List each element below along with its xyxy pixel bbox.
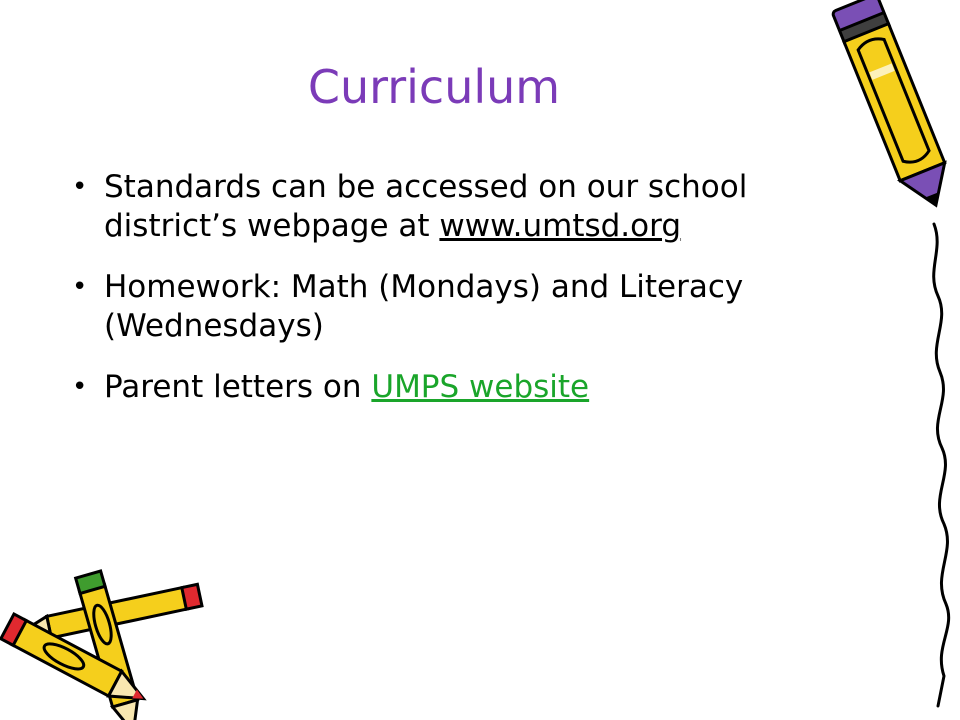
bullet-standards	[72, 168, 802, 246]
umps-website-link[interactable]: UMPS website	[371, 369, 590, 405]
bullet-dot: •	[72, 372, 88, 402]
slide-title: Curriculum	[307, 60, 561, 114]
squiggle-line-icon	[934, 224, 949, 706]
bullet-list	[72, 168, 802, 429]
bullet-parent-letters	[72, 368, 802, 407]
bullet-dot: •	[72, 272, 88, 302]
bullet-parent-letters-text: Parent letters on	[104, 369, 372, 405]
umtsd-link[interactable]: www.umtsd.org	[439, 208, 682, 244]
bullet-homework	[72, 268, 802, 346]
pencils-bottom-left-icon	[1, 571, 202, 720]
bullet-dot: •	[72, 172, 88, 202]
bullet-homework-text: Homework: Math (Mondays) and Literacy (Wednesdays)	[104, 269, 744, 344]
bullet-standards-text: Standards can be accessed on our school district’s webpage at	[104, 169, 748, 244]
